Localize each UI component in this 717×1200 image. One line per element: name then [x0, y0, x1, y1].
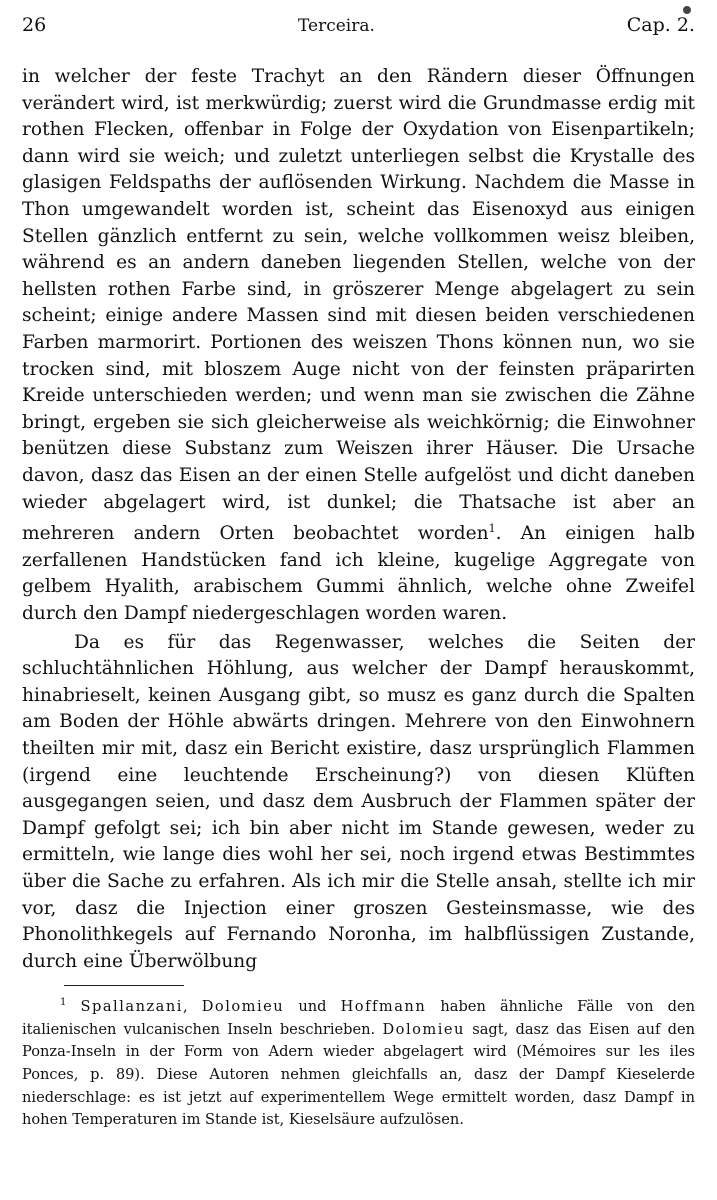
page-header	[22, 14, 695, 54]
paragraph	[22, 64, 695, 628]
ink-speck	[683, 6, 691, 14]
chapter-label: Cap. 2.	[626, 14, 695, 36]
conjunction: und	[298, 998, 327, 1016]
footnote: $^1$ Spallanzani, Dolomieu und Hoffmann haben ähnliche Fälle von den italienischen vulcanischen Inseln beschrieben. Dolomieu sagt, dasz das Eisen auf den Ponza-Inseln in der Form von Adern wieder abgelagert wird (Mémoires sur les iles Ponces, p. 89). Diese Autoren nehmen gleichfalls an, dasz der Dampf Kieselerde niederschlage: es ist jetzt auf experimentellem Wege ermittelt worden, dasz Dampf in hohen Temperaturen im Stande ist, Kieselsäure aufzulösen.	[22, 997, 696, 1129]
paragraph-1-end: . An einigen halb zerfallenen Handstücken fand ich kleine, kugelige Aggregate von gelbem Hyalith, arabischem Gummi ähnlich, welche ohne Zweifel durch den Dampf niedergeschlagen worden waren.	[22, 523, 695, 625]
author-name: Dolomieu	[382, 1020, 465, 1038]
footnote-divider	[64, 985, 184, 986]
footnote-text: sagt, dasz das Eisen auf den Ponza-Inseln in der Form von Adern wieder abgelagert wird (Mémoires sur les iles Ponces, p. 89). Diese Autoren nehmen gleichfalls an, dasz der Dampf Kieselerde niederschlage: es ist jetzt auf experimentellem Wege ermittelt worden, dasz Dampf in hohen Temperaturen im Stande ist, Kieselsäure aufzulösen.	[22, 1020, 696, 1129]
author-name: Hoffmann	[340, 998, 427, 1016]
author-name: Dolomieu	[201, 998, 285, 1016]
paragraph-1-text: in welcher der feste Trachyt an den Rändern dieser Öffnungen verändert wird, ist merkwürdig; zuerst wird die Grundmasse erdig mit rothen Flecken, offenbar in Folge der Oxydation von Eisenpartikeln; dann wird sie weich; und zuletzt unterliegen selbst die Krystalle des glasigen Feldspaths der auflösenden Wirkung. Nachdem die Masse in Thon umgewandelt worden ist, scheint das Eisenoxyd aus einigen Stellen gänzlich entfernt zu sein, welche vollkommen weisz bleiben, während es an andern daneben liegenden Stellen, welche von der hellsten rothen Farbe sind, in gröszerer Menge abgelagert zu sein scheint; einige andere Massen sind mit diesen beiden verschiedenen Farben marmorirt. Portionen des weiszen Thons können nun, wo sie trocken sind, mit bloszem Auge nicht von der feinsten präparirten Kreide unterschieden werden; und wenn man sie zwischen die Zähne bringt, ergeben sie sich gleicherweise als weichkörnig; die Einwohner benützen diese Substanz zum Weiszen ihrer Häuser. Die Ursache davon, dasz das Eisen an der einen Stelle aufgelöst und dicht daneben wieder abgelagert wird, ist dunkel; die Thatsache ist aber an mehreren andern Orten beobachtet worden	[22, 66, 695, 545]
author-name: Spallanzani	[80, 998, 183, 1016]
paragraph-2-text: Da es für das Regenwasser, welches die Seiten der schluchtähnlichen Höhlung, aus welcher der Dampf herauskommt, hinabrieselt, keinen Ausgang gibt, so musz es ganz durch die Spalten am Boden der Höhle abwärts dringen. Mehrere von den Einwohnern theilten mir mit, dasz ein Bericht existire, dasz ursprünglich Flammen (irgend eine leuchtende Erscheinung?) von diesen Klüften ausgegangen seien, und dasz dem Ausbruch der Flammen später der Dampf gefolgt sei; ich bin aber nicht im Stande gewesen, weder zu ermitteln, wie lange dies wohl her sei, noch irgend etwas Bestimmtes über die Sache zu erfahren. Als ich mir die Stelle ansah, stellte ich mir vor, dasz die Injection einer groszen Gesteinsmasse, wie des Phonolithkegels auf Fernando Noronha, im halbflüssigen Zustande, durch eine Überwölbung	[22, 631, 695, 972]
running-title: Terceira.	[298, 16, 375, 36]
page-number: 26	[22, 14, 47, 36]
footnote-reference: 1	[488, 522, 496, 536]
paragraph	[22, 630, 695, 976]
footnote-marker: 1	[60, 997, 67, 1009]
footnote-text: haben ähnliche Fälle von den italienischen vulcanischen Inseln beschrieben.	[22, 998, 695, 1038]
main-text	[22, 64, 695, 975]
